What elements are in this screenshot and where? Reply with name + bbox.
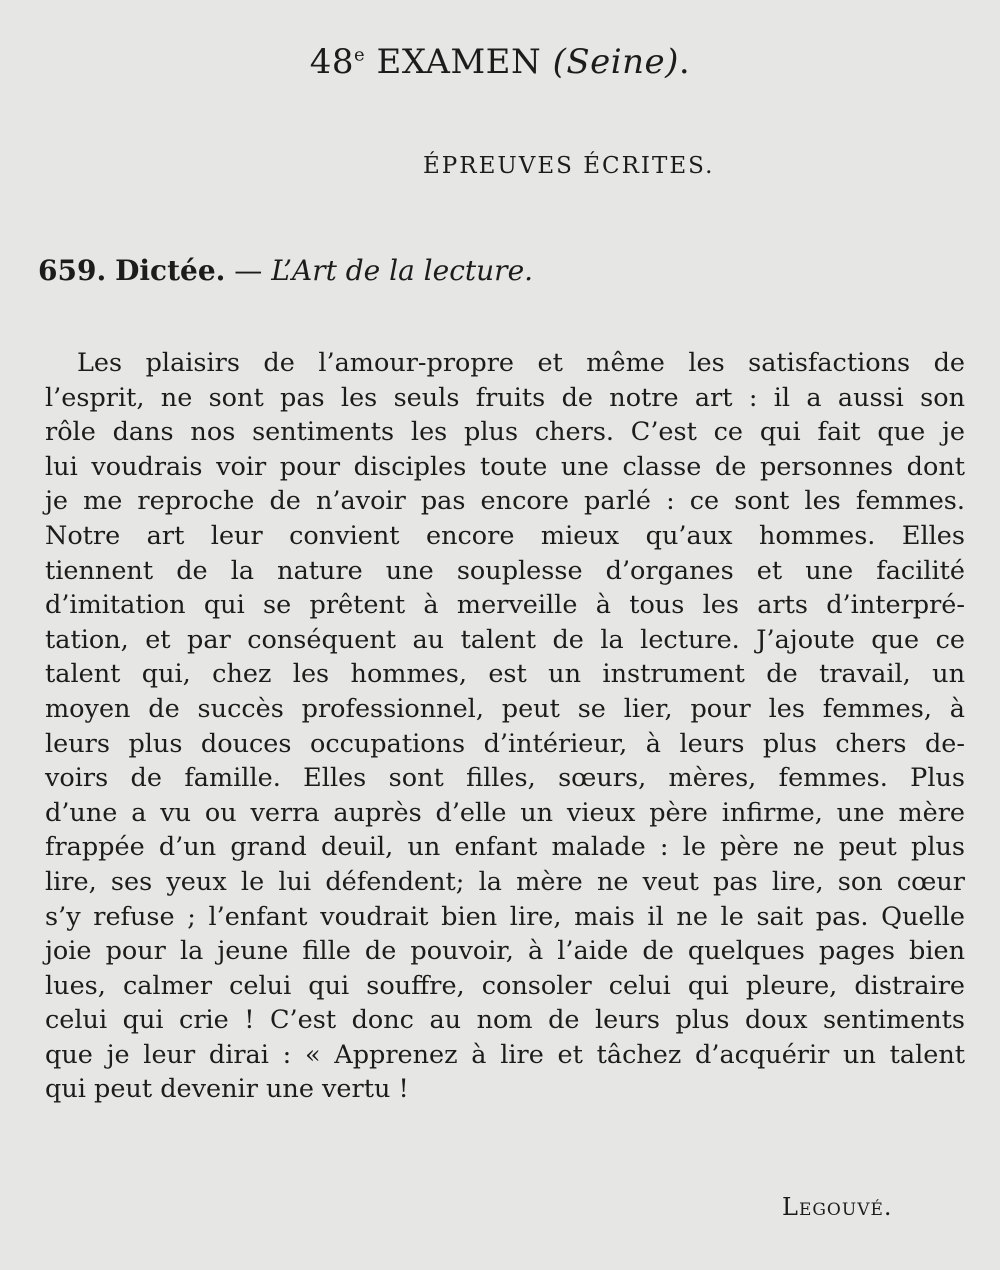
text-line: talent qui, chez les hommes, est un instrument de travail, un	[45, 659, 965, 690]
exam-region: (Seine)	[552, 42, 679, 82]
text-line: moyen de succès professionnel, peut se lier, pour les femmes, à	[45, 693, 965, 724]
text-line: l’esprit, ne sont pas les seuls fruits de notre art : il a aussi son	[45, 382, 965, 413]
text-line: qui peut devenir une vertu !	[45, 1074, 409, 1105]
exam-title	[0, 42, 1000, 82]
text-line: tiennent de la nature une souplesse d’organes et une facilité	[45, 555, 965, 586]
text-line: d’imitation qui se prêtent à merveille à tous les arts d’interpré-	[45, 590, 965, 621]
text-line: voirs de famille. Elles sont filles, sœurs, mères, femmes. Plus	[45, 763, 965, 794]
text-line: Notre art leur convient encore mieux qu’aux hommes. Elles	[45, 520, 965, 551]
author-signature: Legouvé.	[782, 1193, 893, 1221]
exam-title-punct: .	[678, 42, 691, 82]
ordinal-suffix: e	[354, 44, 366, 66]
text-line: lui voudrais voir pour disciples toute une classe de personnes dont	[45, 451, 965, 482]
text-line: leurs plus douces occupations d’intérieur, à leurs plus chers de-	[45, 728, 965, 759]
text-line: rôle dans nos sentiments les plus chers. C’est ce qui fait que je	[45, 417, 965, 448]
text-line: joie pour la jeune fille de pouvoir, à l’aide de quelques pages bien	[45, 936, 965, 967]
text-line: d’une a vu ou verra auprès d’elle un vieux père infirme, une mère	[45, 797, 965, 828]
text-line: s’y refuse ; l’enfant voudrait bien lire, mais il ne le sait pas. Quelle	[45, 901, 965, 932]
text-line: lues, calmer celui qui souffre, consoler celui qui pleure, distraire	[45, 970, 965, 1001]
exercise-number: 659.	[38, 254, 107, 287]
text-line: celui qui crie ! C’est donc au nom de leurs plus doux sentiments	[45, 1005, 965, 1036]
text-line: Les plaisirs de l’amour-propre et même les satisfactions de	[77, 348, 965, 378]
exercise-title: L’Art de la lecture.	[271, 254, 534, 287]
text-line: frappée d’un grand deuil, un enfant malade : le père ne peut plus	[45, 832, 965, 863]
exam-number: 48	[309, 42, 355, 82]
text-line: je me reproche de n’avoir pas encore parlé : ce sont les femmes.	[45, 486, 965, 517]
exercise-dash: —	[234, 254, 263, 287]
text-line: tation, et par conséquent au talent de la lecture. J’ajoute que ce	[45, 624, 965, 655]
text-line: lire, ses yeux le lui défendent; la mère ne veut pas lire, son cœur	[45, 866, 965, 897]
section-heading: ÉPREUVES ÉCRITES.	[423, 153, 715, 179]
dictation-text	[45, 346, 965, 1107]
exercise-heading	[38, 254, 533, 287]
text-line: que je leur dirai : « Apprenez à lire et tâchez d’acquérir un talent	[45, 1039, 965, 1070]
exam-word: EXAMEN	[376, 42, 542, 82]
exercise-kind: Dictée.	[115, 254, 226, 287]
